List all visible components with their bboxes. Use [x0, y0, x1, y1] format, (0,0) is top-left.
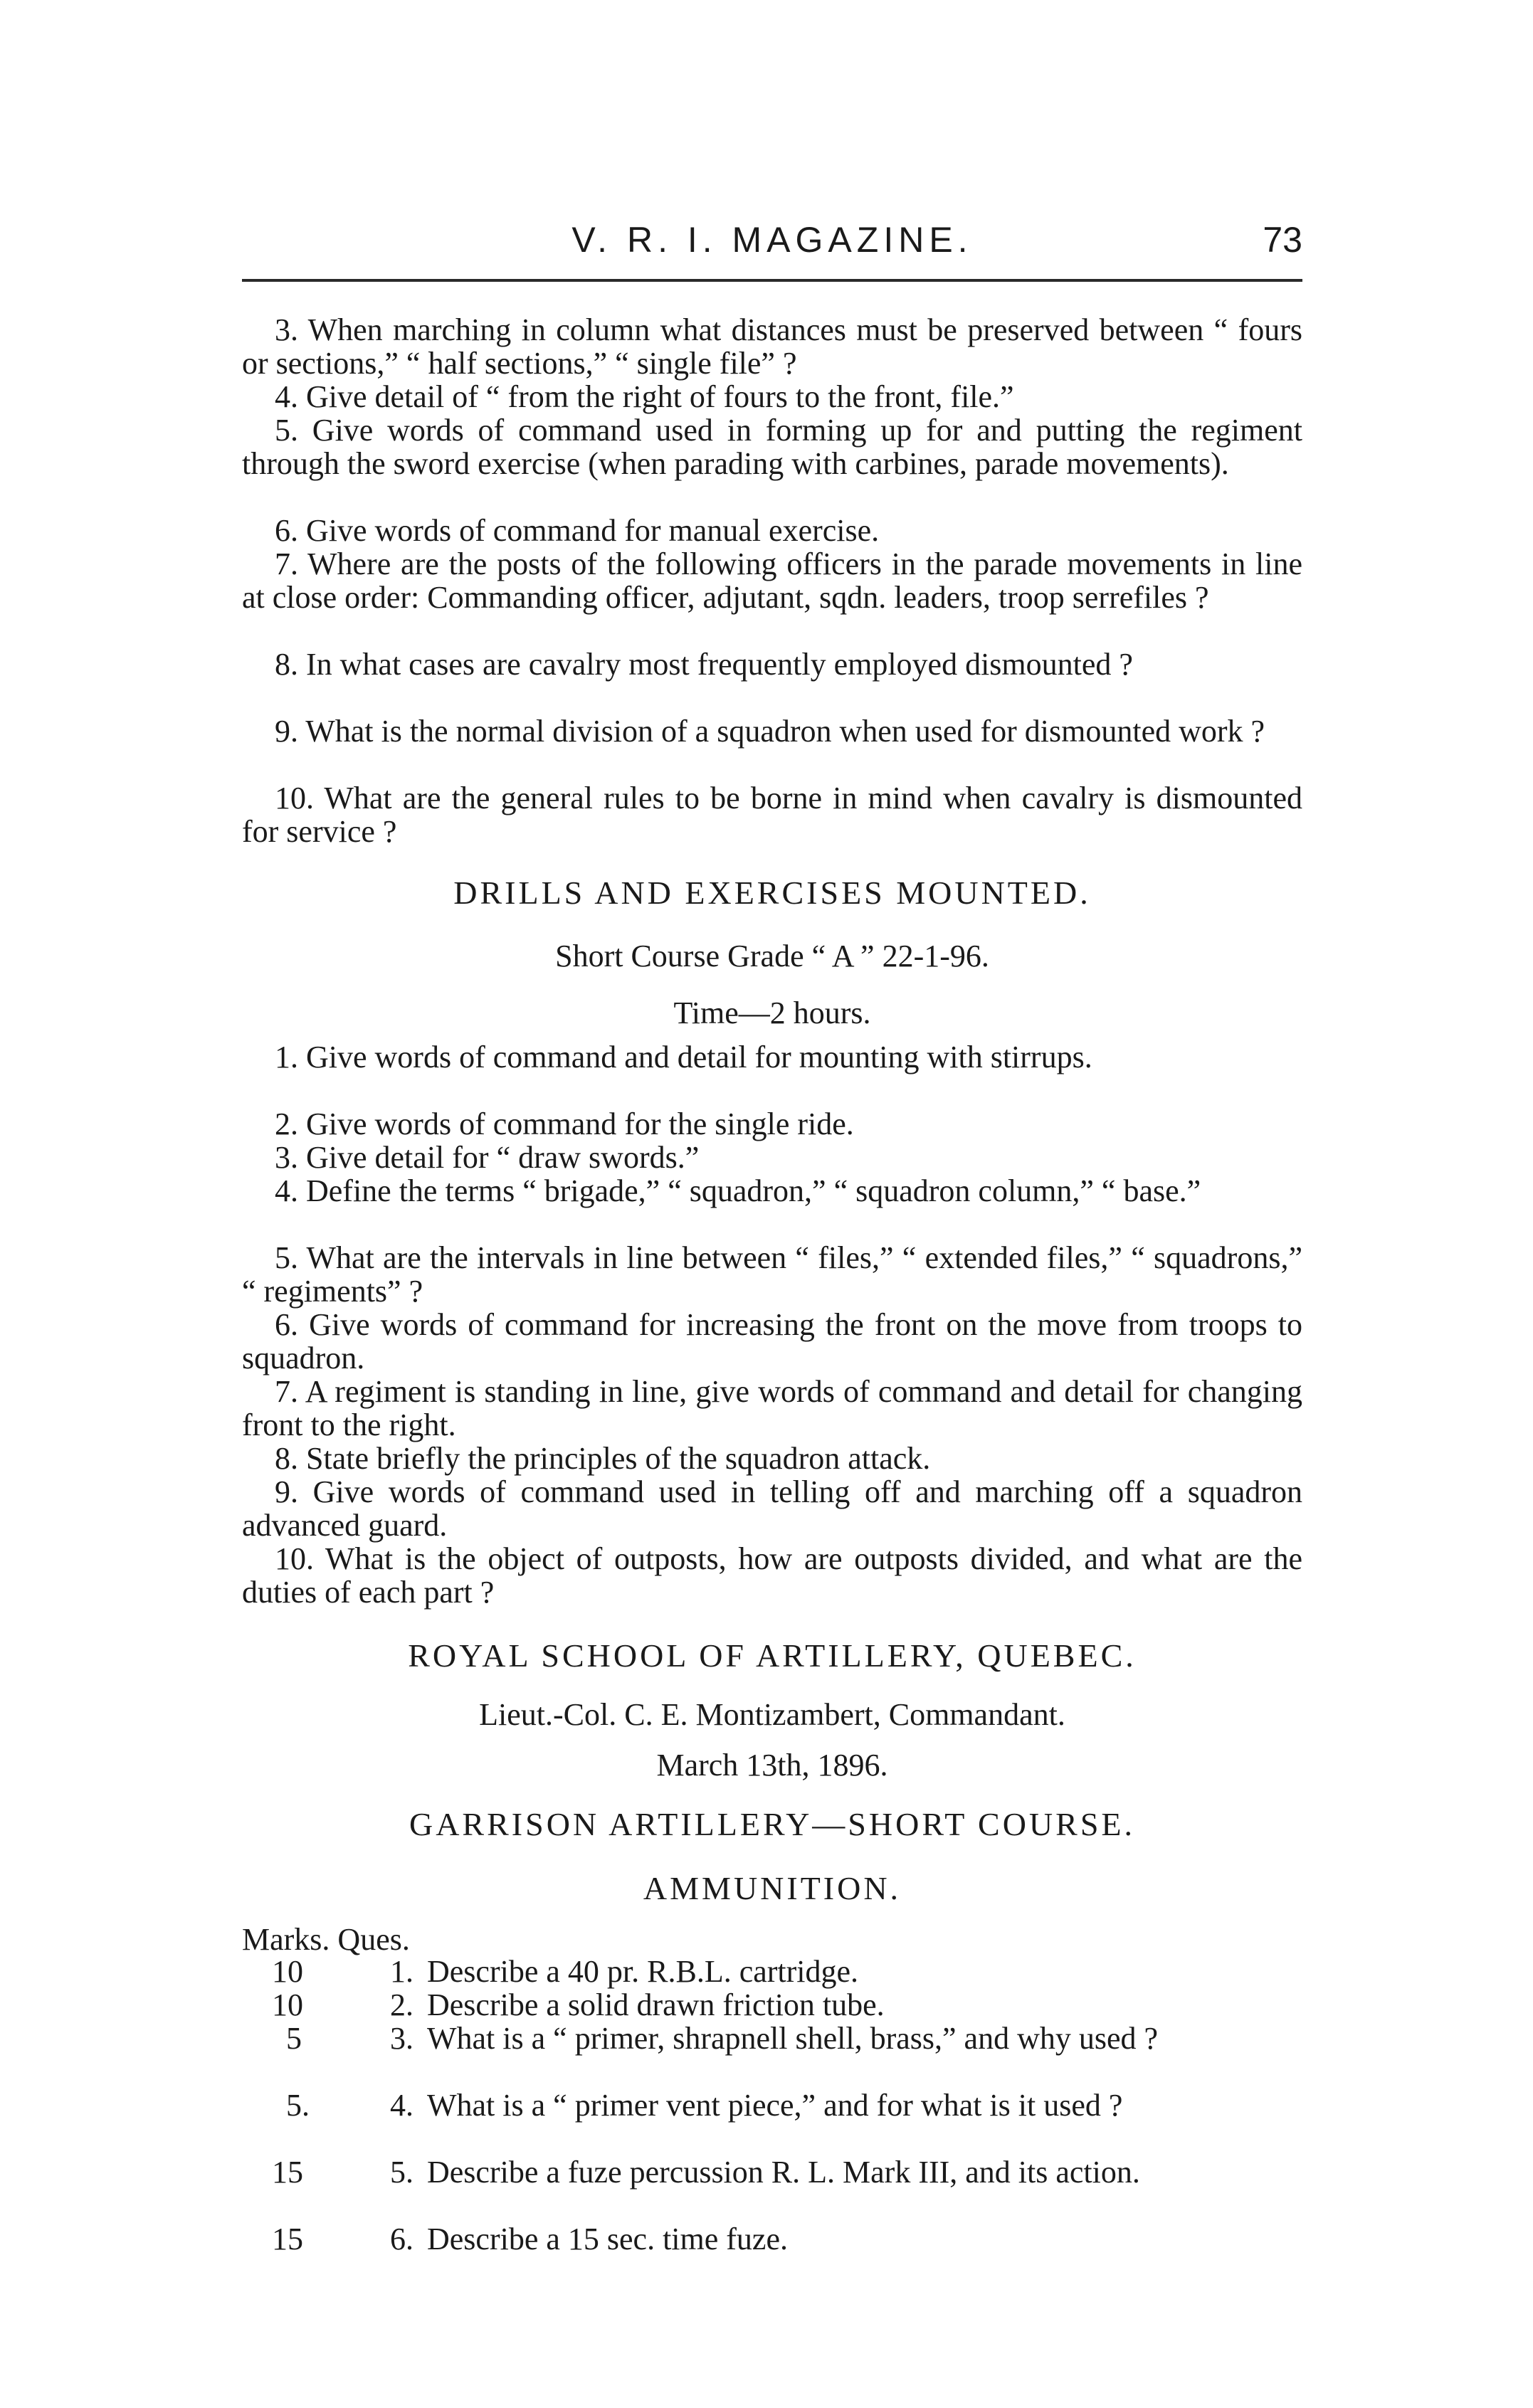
section-heading-garrison: GARRISON ARTILLERY—SHORT COURSE. — [409, 1806, 1135, 1842]
time-allowed: Time—2 hours. — [673, 996, 871, 1030]
section-heading-drills: DRILLS AND EXERCISES MOUNTED. — [453, 875, 1091, 911]
drill-question-4: 4. Define the terms “ brigade,” “ squadron,” “ squadron column,” “ base.” — [275, 1173, 1201, 1208]
marks-value: 5. — [286, 2088, 310, 2123]
question-number: 3. — [390, 2021, 413, 2056]
question-10: 10. What are the general rules to be borne in mind when cavalry is dismounted for service ? — [242, 781, 1302, 849]
question-text: Describe a 15 sec. time fuze. — [427, 2222, 788, 2256]
date-line: March 13th, 1896. — [656, 1748, 888, 1783]
question-6: 6. Give words of command for manual exercise. — [275, 513, 880, 548]
drill-question-7: 7. A regiment is standing in line, give words of command and detail for changing front to the right. — [242, 1374, 1302, 1442]
question-number: 4. — [390, 2088, 413, 2123]
drill-question-5: 5. What are the intervals in line between “ files,” “ extended files,” “ squadrons,” “ regiments” ? — [242, 1240, 1302, 1309]
question-text: Describe a 40 pr. R.B.L. cartridge. — [427, 1954, 859, 1989]
question-text: What is a “ primer vent piece,” and for what is it used ? — [427, 2088, 1123, 2123]
question-text: Describe a solid drawn friction tube. — [427, 1987, 885, 2022]
drill-question-3: 3. Give detail for “ draw swords.” — [275, 1140, 700, 1175]
section-heading-school: ROYAL SCHOOL OF ARTILLERY, QUEBEC. — [408, 1637, 1137, 1674]
question-7: 7. Where are the posts of the following officers in the parade movements in line at close order: Commanding officer, adjutant, sqdn. leaders, troop serrefiles ? — [242, 546, 1302, 615]
marks-value: 15 — [272, 2155, 303, 2190]
question-text: Describe a fuze percussion R. L. Mark III, and its action. — [427, 2155, 1140, 2190]
running-head — [242, 213, 1302, 282]
course-grade: Short Course Grade “ A ” 22-1-96. — [555, 939, 989, 973]
question-8: 8. In what cases are cavalry most frequently employed dismounted ? — [275, 647, 1133, 682]
page-number: 73 — [1263, 220, 1302, 260]
marks-value: 10 — [272, 1987, 303, 2022]
question-number: 6. — [390, 2222, 413, 2256]
question-number: 5. — [390, 2155, 413, 2190]
question-4: 4. Give detail of “ from the right of fours to the front, file.” — [275, 379, 1014, 414]
marks-value: 15 — [272, 2222, 303, 2256]
question-text: What is a “ primer, shrapnell shell, brass,” and why used ? — [427, 2021, 1159, 2056]
marks-table-header: Marks. Ques. — [242, 1922, 410, 1957]
section-subheading-ammunition: AMMUNITION. — [643, 1870, 902, 1906]
drill-question-6: 6. Give words of command for increasing the front on the move from troops to squadron. — [242, 1307, 1302, 1375]
drill-question-9: 9. Give words of command used in telling off and marching off a squadron advanced guard. — [242, 1474, 1302, 1543]
marks-value: 5 — [286, 2021, 302, 2056]
question-3: 3. When marching in column what distances must be preserved between “ fours or sections,” “ half sections,” “ single file” ? — [242, 312, 1302, 381]
drill-question-10: 10. What is the object of outposts, how are outposts divided, and what are the duties of each part ? — [242, 1541, 1302, 1610]
drill-question-8: 8. State briefly the principles of the squadron attack. — [275, 1441, 931, 1476]
question-5: 5. Give words of command used in forming up for and putting the regiment through the sword exercise (when parading with carbines, parade movements). — [242, 413, 1302, 481]
commandant-line: Lieut.-Col. C. E. Montizambert, Commandant. — [479, 1697, 1065, 1732]
magazine-title: V. R. I. MAGAZINE. — [571, 220, 973, 260]
marks-value: 10 — [272, 1954, 303, 1989]
question-number: 1. — [390, 1954, 413, 1989]
drill-question-2: 2. Give words of command for the single ride. — [275, 1107, 854, 1141]
question-9: 9. What is the normal division of a squadron when used for dismounted work ? — [275, 714, 1265, 749]
question-number: 2. — [390, 1987, 413, 2022]
drill-question-1: 1. Give words of command and detail for mounting with stirrups. — [275, 1040, 1092, 1074]
